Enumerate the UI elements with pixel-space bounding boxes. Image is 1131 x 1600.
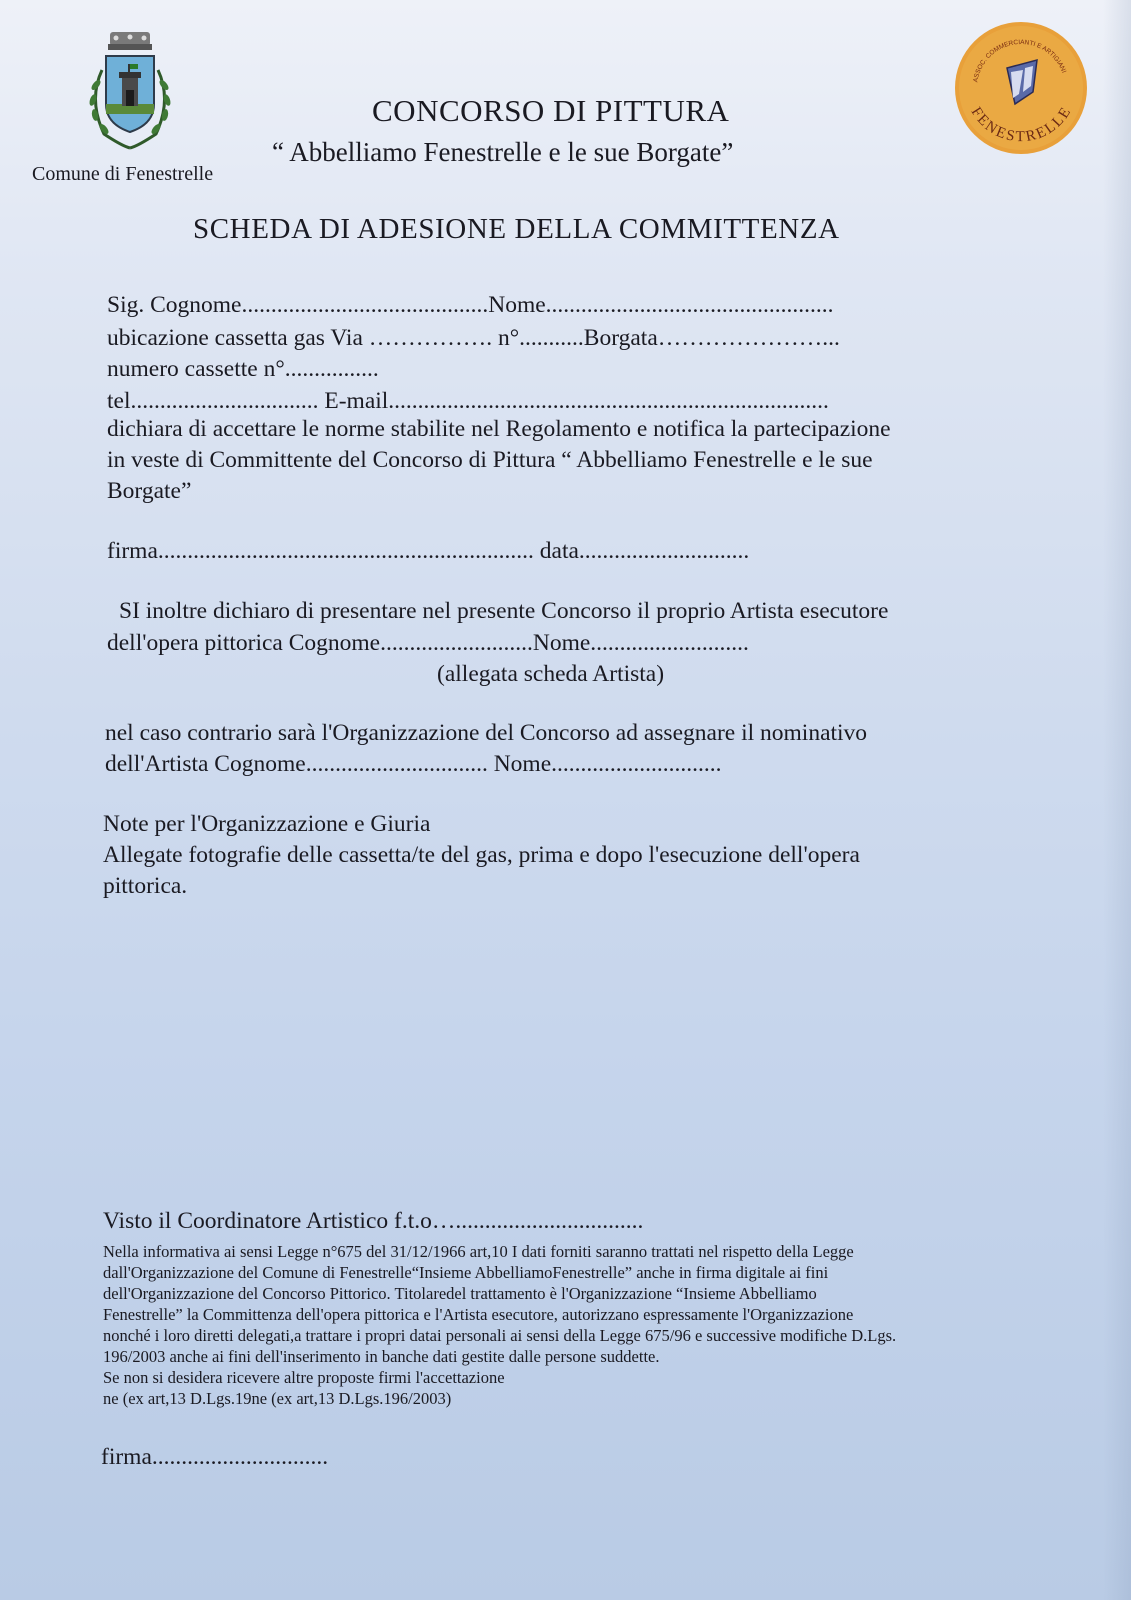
privacy-text: Fenestrelle” la Committenza dell'opera pittorica e l'Artista esecutore, autorizzano espressamente l'Organizzazione — [103, 1305, 854, 1324]
privacy-text: dell'Organizzazione del Concorso Pittorico. Titolaredel trattamento è l'Organizzazione “Insieme Abbelliamo — [103, 1284, 817, 1303]
declaration-text: dichiara di accettare le norme stabilite nel Regolamento e notifica la partecipazione — [107, 416, 891, 442]
declaration-text: in veste di Committente del Concorso di Pittura “ Abbelliamo Fenestrelle e le sue — [107, 447, 873, 473]
privacy-text: ne (ex art,13 D.Lgs.19ne (ex art,13 D.Lgs.196/2003) — [103, 1389, 452, 1408]
privacy-text: nonché i loro diretti delegati,a trattare i propri datai personali ai sensi della Legge 675/96 e successive modifiche D.Lgs. — [103, 1326, 897, 1345]
artist-declaration-text: SI inoltre dichiaro di presentare nel presente Concorso il proprio Artista esecutore — [119, 598, 889, 624]
contest-title: CONCORSO DI PITTURA — [372, 93, 730, 128]
assigned-artist-line[interactable]: dell'Artista Cognome............................... Nome............................. — [105, 751, 722, 777]
box-count-line[interactable]: numero cassette n°................ — [107, 356, 379, 382]
artist-name-line[interactable]: dell'opera pittorica Cognome..........................Nome........................... — [107, 630, 749, 656]
municipal-crest-icon — [82, 30, 178, 154]
privacy-text: dall'Organizzazione del Comune di Fenestrelle“Insieme AbbelliamoFenestrelle” anche in firma digitale ai fini — [103, 1263, 829, 1282]
privacy-text: Se non si desidera ricevere altre proposte firmi l'accettazione — [103, 1368, 505, 1387]
artist-attachment-note: (allegata scheda Artista) — [437, 661, 665, 687]
gas-box-location-line[interactable]: ubicazione cassetta gas Via ……………. n°...........Borgata…………………... — [107, 325, 840, 351]
privacy-text: Nella informativa ai sensi Legge n°675 del 31/12/1966 art,10 I dati forniti saranno trattati nel rispetto della Legge — [103, 1242, 854, 1261]
association-badge-icon — [953, 20, 1089, 156]
phone-email-line[interactable]: tel................................ E-mail........................................................................... — [107, 388, 829, 414]
notes-text: pittorica. — [103, 873, 188, 899]
badge-top-text: ASSOC. COMMERCIANTI E ARTIGIANI — [972, 38, 1068, 83]
form-heading: SCHEDA DI ADESIONE DELLA COMMITTENZA — [193, 213, 840, 245]
badge-fenestrelle-text: FENESTRELLE — [967, 103, 1076, 146]
coordinator-signature-line[interactable]: Visto il Coordinatore Artistico f.t.o…................................ — [103, 1208, 644, 1234]
municipality-name: Comune di Fenestrelle — [32, 163, 214, 185]
declaration-text: Borgate” — [107, 478, 192, 504]
final-signature-line[interactable]: firma.............................. — [101, 1444, 329, 1470]
contrary-text: nel caso contrario sarà l'Organizzazione del Concorso ad assegnare il nominativo — [105, 720, 868, 746]
notes-heading: Note per l'Organizzazione e Giuria — [103, 811, 431, 837]
name-field-line[interactable]: Sig. Cognome..........................................Nome................................................. — [107, 292, 834, 318]
privacy-text: 196/2003 anche ai fini dell'inserimento in banche dati gestite dalle persone suddette. — [103, 1347, 660, 1366]
notes-text: Allegate fotografie delle cassetta/te del gas, prima e dopo l'esecuzione dell'opera — [103, 842, 860, 868]
contest-subtitle: “ Abbelliamo Fenestrelle e le sue Borgate” — [272, 137, 734, 167]
signature-date-line[interactable]: firma................................................................ data............................. — [107, 538, 750, 564]
